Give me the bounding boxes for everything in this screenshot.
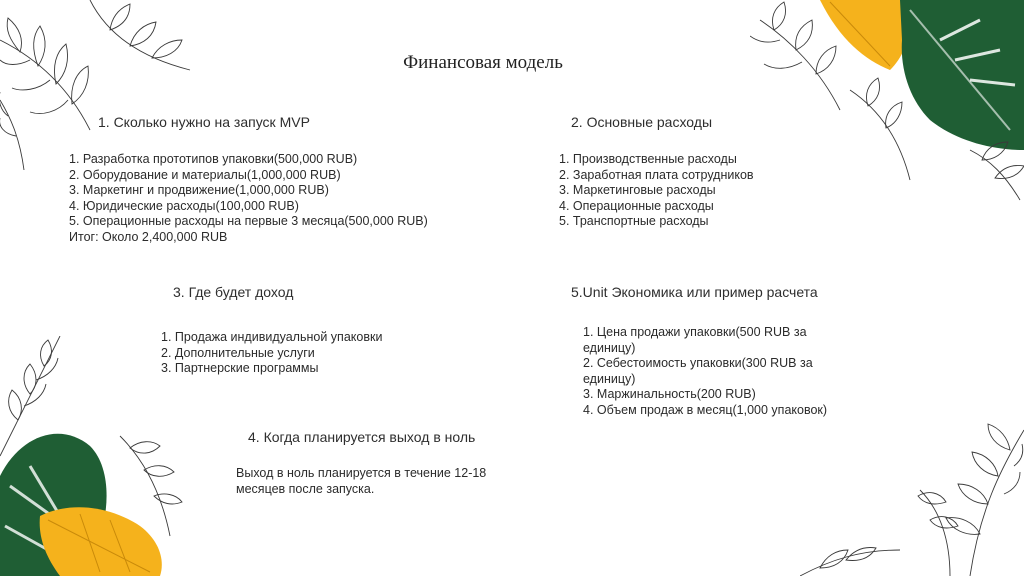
expenses-list — [559, 152, 754, 230]
list-item: 3. Маркетинг и продвижение(1,000,000 RUB) — [69, 183, 329, 198]
list-item: 3. Маржинальность(200 RUB) — [583, 387, 756, 402]
list-item: Итог: Около 2,400,000 RUB — [69, 229, 228, 244]
breakeven-line-1: Выход в ноль планируется в течение 12-18 — [236, 466, 487, 480]
breakeven-heading: 4. Когда планируется выход в ноль — [248, 429, 476, 445]
list-item: 1. Производственные расходы — [559, 152, 737, 166]
list-item: 4. Операционные расходы — [559, 198, 714, 213]
breakeven-text — [236, 466, 536, 497]
mvp-heading: 1. Сколько нужно на запуск MVP — [98, 114, 310, 130]
list-item: 2. Себестоимость упаковки(300 RUB за единицу) — [583, 356, 813, 386]
leaf-top-right — [750, 0, 1024, 220]
unit-list — [583, 325, 845, 419]
list-item: 3. Маркетинговые расходы — [559, 183, 716, 198]
list-item: 1. Продажа индивидуальной упаковки — [161, 330, 383, 344]
expenses-heading: 2. Основные расходы — [571, 114, 713, 130]
list-item: 5. Операционные расходы на первые 3 месяца(500,000 RUB) — [69, 214, 428, 229]
list-item: 1. Разработка прототипов упаковки(500,000 RUB) — [69, 152, 358, 166]
page-title: Финансовая модель — [403, 52, 563, 73]
income-list — [161, 330, 382, 377]
list-item: 4. Юридические расходы(100,000 RUB) — [69, 198, 299, 213]
list-item: 3. Партнерские программы — [161, 361, 319, 376]
income-heading: 3. Где будет доход — [173, 284, 294, 300]
unit-heading: 5.Unit Экономика или пример расчета — [571, 284, 818, 300]
list-item: 1. Цена продажи упаковки(500 RUB за единицу) — [583, 325, 807, 355]
list-item: 4. Объем продаж в месяц(1,000 упаковок) — [583, 402, 828, 417]
leaf-bottom-right — [800, 410, 1024, 576]
list-item: 5. Транспортные расходы — [559, 214, 709, 229]
list-item: 2. Дополнительные услуги — [161, 345, 315, 360]
list-item: 2. Оборудование и материалы(1,000,000 RUB) — [69, 167, 341, 182]
breakeven-line-2: месяцев после запуска. — [236, 481, 375, 496]
mvp-list — [69, 152, 428, 246]
list-item: 2. Заработная плата сотрудников — [559, 167, 754, 182]
